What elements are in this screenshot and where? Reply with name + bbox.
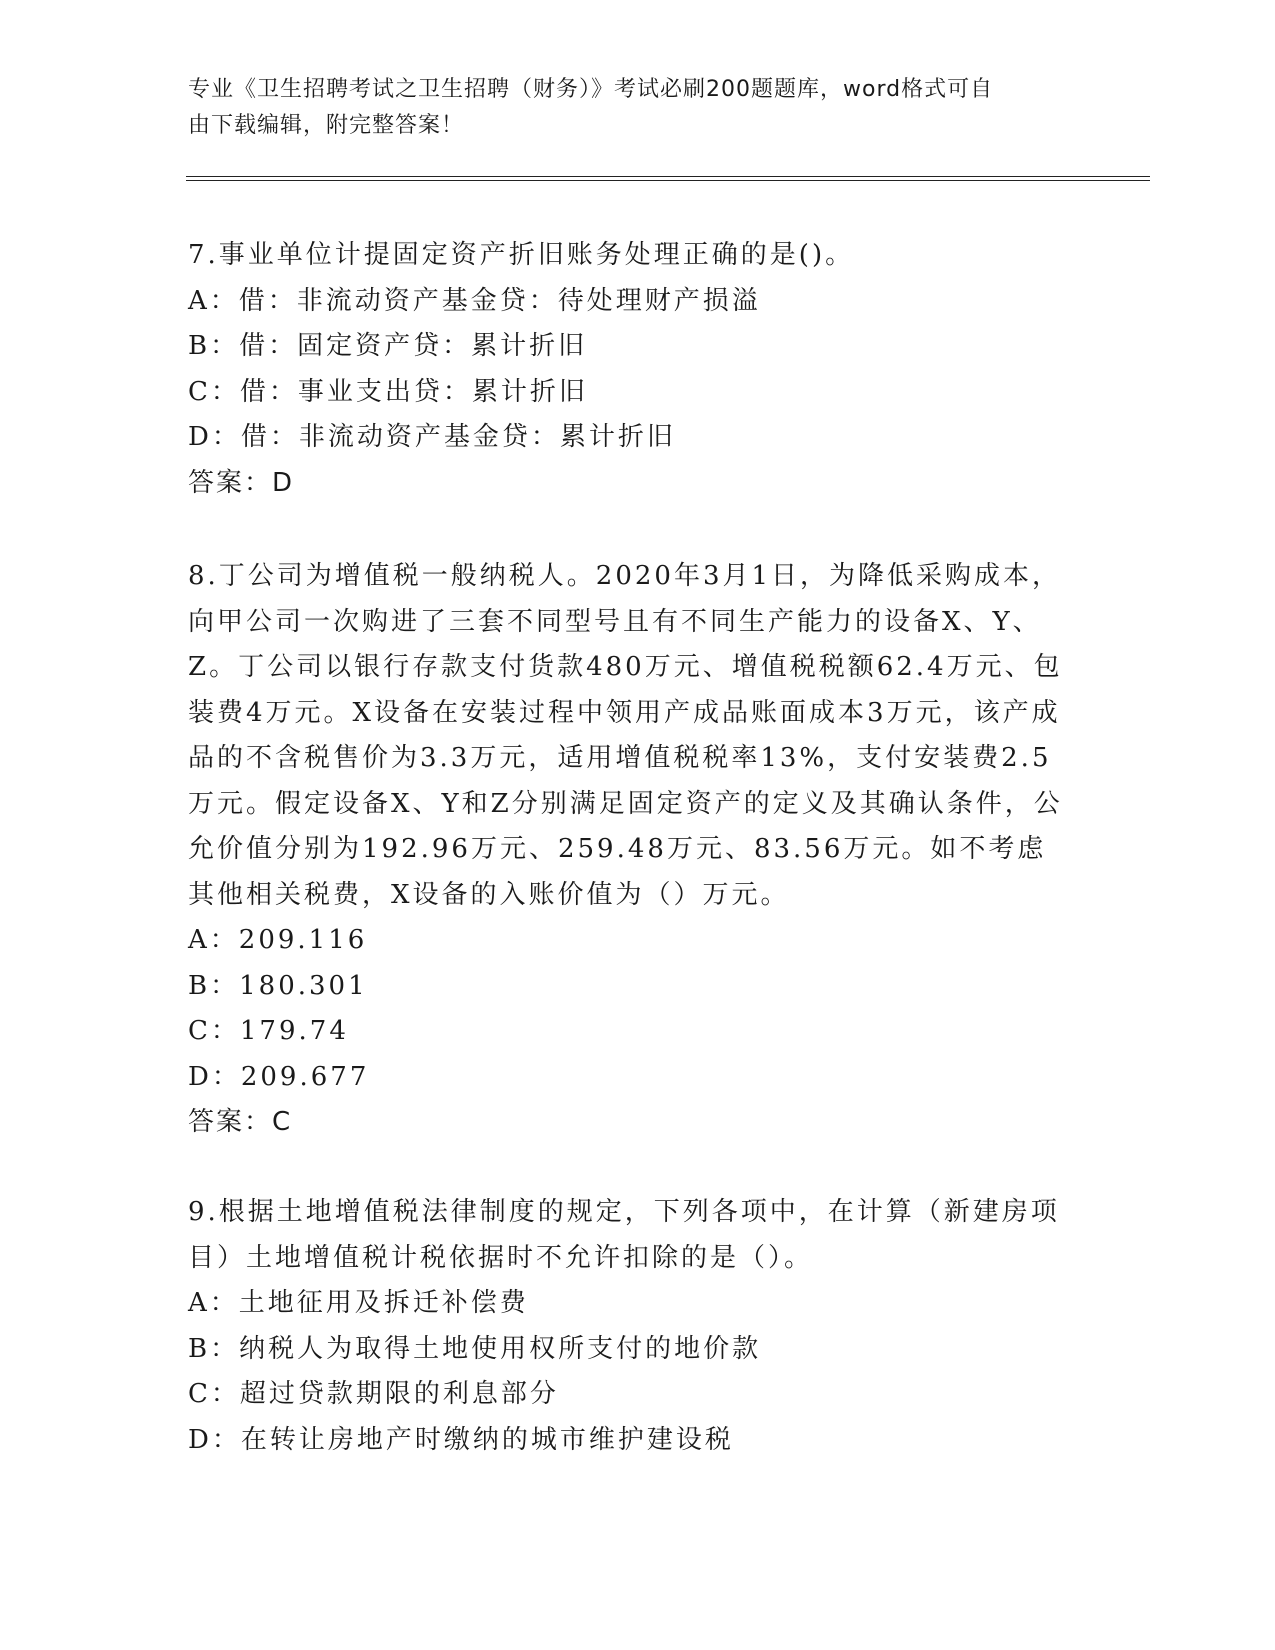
- option-c: C：179.74: [188, 1016, 349, 1046]
- question-9: [188, 1190, 1088, 1463]
- option-c: C：超过贷款期限的利息部分: [188, 1379, 559, 1409]
- question-8: [188, 554, 1088, 1146]
- option-b: B：纳税人为取得土地使用权所支付的地价款: [188, 1333, 762, 1364]
- header-divider: [186, 176, 1150, 181]
- header-line-1: 专业《卫生招聘考试之卫生招聘（财务）》考试必刷200题题库，word格式可自: [188, 77, 994, 102]
- question-stem: 8.丁公司为增值税一般纳税人。2020年3月1日，为降低采购成本，向甲公司一次购进了三套不同型号且有不同生产能力的设备X、Y、Z。丁公司以银行存款支付货款480万元、增值税税额62.4万元、包装费4万元。X设备在安装过程中领用产成品账面成本3万元，该产成品的不含税售价为3.3万元，适用增值税税率13%，支付安装费2.5万元。假定设备X、Y和Z分别满足固定资产的定义及其确认条件，公允价值分别为192.96万元、259.48万元、83.56万元。如不考虑其他相关税费，X设备的入账价值为（）万元。: [188, 561, 1063, 910]
- option-d: D：209.677: [188, 1061, 370, 1092]
- option-a: A：土地征用及拆迁补偿费: [188, 1288, 529, 1318]
- option-a: A：209.116: [188, 925, 368, 955]
- header-line-2: 由下载编辑，附完整答案！: [188, 113, 465, 138]
- option-d: D：借：非流动资产基金贷：累计折旧: [188, 422, 676, 452]
- option-b: B：180.301: [188, 970, 368, 1001]
- question-stem: 7.事业单位计提固定资产折旧账务处理正确的是()。: [188, 240, 855, 270]
- question-7: [188, 233, 1088, 506]
- question-stem: 9.根据土地增值税法律制度的规定，下列各项中，在计算（新建房项目）土地增值税计税依据时不允许扣除的是（）。: [188, 1197, 1060, 1273]
- option-b: B：借：固定资产贷：累计折旧: [188, 331, 588, 361]
- option-c: C：借：事业支出贷：累计折旧: [188, 376, 588, 407]
- option-d: D：在转让房地产时缴纳的城市维护建设税: [188, 1424, 734, 1455]
- answer-line: 答案：D: [188, 467, 295, 498]
- document-header: [188, 72, 1088, 144]
- option-a: A：借：非流动资产基金贷：待处理财产损溢: [188, 285, 761, 316]
- answer-line: 答案：C: [188, 1107, 293, 1137]
